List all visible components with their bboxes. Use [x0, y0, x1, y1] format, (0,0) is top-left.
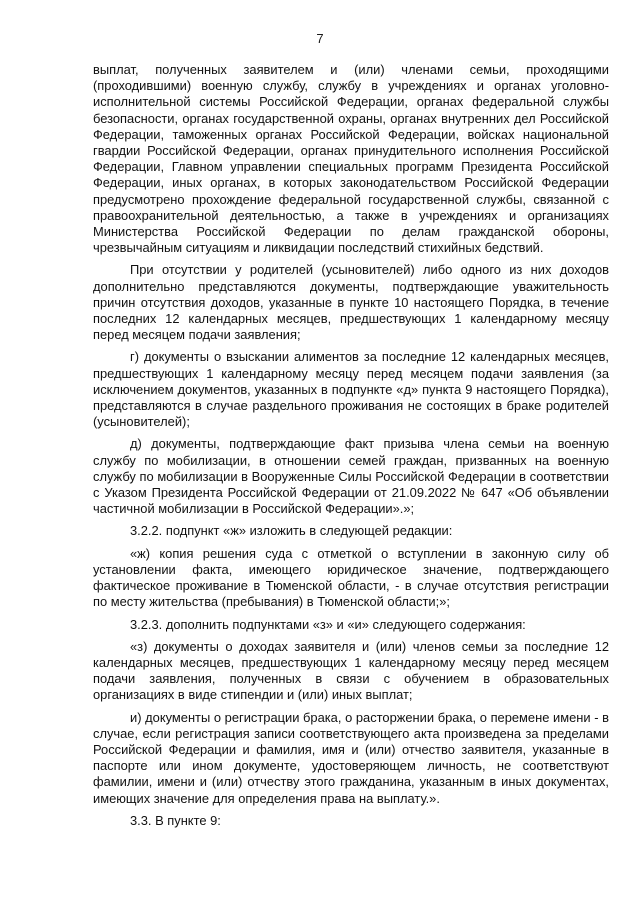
page-number: 7 [316, 31, 324, 46]
paragraph-no-income: При отсутствии у родителей (усыновителей) либо одного из них доходов дополнительно представляются документы, подтверждающие уважительность причин отсутствия доходов, указанные в пункте 10 настоящего Порядка, в течение последних 12 календарных месяцев, предшествующих 1 календарному месяцу перед месяцем подачи заявления; [93, 262, 609, 343]
paragraph-item-d-mobilization: д) документы, подтверждающие факт призыва члена семьи на военную службу по мобилизации, в отношении семей граждан, призванных на военную службу по мобилизации в Вооруженные Силы Российской Федерации в соответствии с Указом Президента Российской Федерации от 21.09.2022 № 647 «Об объявлении частичной мобилизации в Российской Федерации».»; [93, 436, 609, 517]
document-body [93, 62, 609, 835]
paragraph-payments-continuation: выплат, полученных заявителем и (или) членами семьи, проходящими (проходившими) военную службу, службу в учреждениях и органах уголовно-исполнительной системы Российской Федерации, органах федеральной службы безопасности, органах государственной охраны, органах внутренних дел Российской Федерации, таможенных органах Российской Федерации, войсках национальной гвардии Российской Федерации, органах принудительного исполнения Российской Федерации, Главном управлении специальных программ Президента Российской Федерации, иных органах, в которых законодательством Российской Федерации предусмотрено прохождение федеральной государственной службы, связанной с правоохранительной деятельностью, а также в учреждениях и организациях Министерства Российской Федерации по делам гражданской обороны, чрезвычайным ситуациям и ликвидации последствий стихийных бедствий. [93, 62, 609, 256]
paragraph-item-z-scholarship: «з) документы о доходах заявителя и (или) членов семьи за последние 12 календарных месяцев, предшествующих 1 календарному месяцу перед месяцем подачи заявления, полученных в связи с обучением в образовательных организациях в виде стипендии и (или) иных выплат; [93, 638, 609, 703]
paragraph-item-g-alimony: г) документы о взыскании алиментов за последние 12 календарных месяцев, предшествующих 1 календарному месяцу перед месяцем подачи заявления (за исключением документов, указанных в подпункте «д» пункта 9 настоящего Порядка), представляются в случае раздельного проживания не состоящих в браке родителей (усыновителей); [93, 349, 609, 430]
paragraph-item-i-marriage-registration: и) документы о регистрации брака, о расторжении брака, о перемене имени - в случае, если регистрация записи соответствующего акта произведена за пределами Российской Федерации и фамилия, имя и (или) отчество заявителя, указанные в паспорте или ином документе, удостоверяющем личность, не соответствуют фамилии, имени и (или) отчеству этого гражданина, указанным в иных документах, имеющих значение для определения права на выплату.». [93, 709, 609, 806]
paragraph-3-3: 3.3. В пункте 9: [130, 812, 221, 828]
paragraph-3-2-3: 3.2.3. дополнить подпунктами «з» и «и» следующего содержания: [130, 616, 526, 632]
paragraph-item-zh-court-decision: «ж) копия решения суда с отметкой о вступлении в законную силу об установлении факта, имеющего юридическое значение, подтверждающего фактическое проживание в Тюменской области, - в случае отсутствия регистрации по месту жительства (пребывания) в Тюменской области;»; [93, 545, 609, 610]
paragraph-3-2-2: 3.2.2. подпункт «ж» изложить в следующей редакции: [130, 523, 453, 539]
